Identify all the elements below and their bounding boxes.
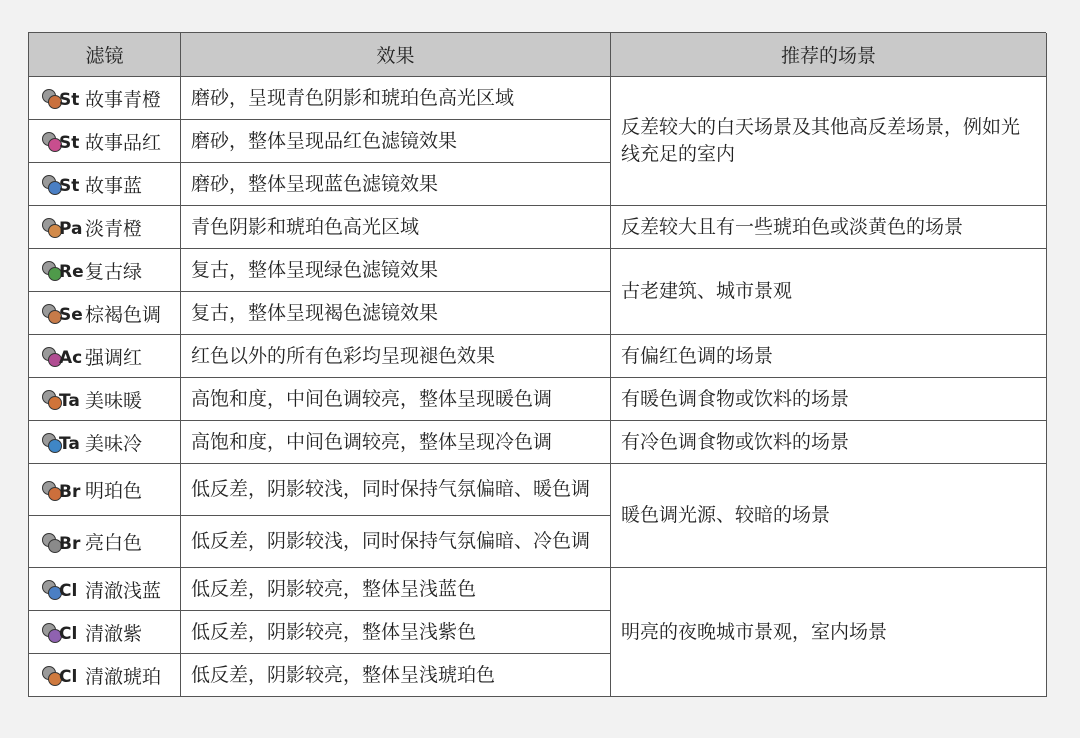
scene-cell: 有冷色调食物或饮料的场景 [611, 421, 1047, 464]
filter-name-cell [29, 292, 181, 335]
filter-name-cell [29, 335, 181, 378]
header-filter: 滤镜 [29, 33, 181, 77]
effect-cell: 磨砂，呈现青色阴影和琥珀色高光区域 [181, 77, 611, 120]
filter-abbr: Br [59, 481, 81, 502]
scene-cell: 明亮的夜晚城市景观，室内场景 [611, 568, 1047, 697]
filter-name: 棕褐色调 [85, 303, 162, 326]
filter-abbr: Cl [59, 667, 78, 687]
clear-filter-icon [41, 619, 83, 645]
filter-name: 清澈紫 [85, 622, 143, 645]
scene-cell: 古老建筑、城市景观 [611, 249, 1047, 335]
filter-abbr: Br [59, 533, 81, 554]
filter-name-cell [29, 654, 181, 697]
filter-abbr: St [59, 176, 80, 196]
tasty-filter-icon [41, 429, 83, 455]
scene-cell: 反差较大的白天场景及其他高反差场景，例如光线充足的室内 [611, 77, 1047, 206]
effect-cell: 高饱和度，中间色调较亮，整体呈现暖色调 [181, 378, 611, 421]
filter-abbr: Se [59, 305, 83, 325]
filter-table [28, 32, 1046, 697]
bright-filter-icon [41, 529, 83, 555]
filter-abbr: St [59, 133, 80, 153]
effect-cell: 磨砂，整体呈现蓝色滤镜效果 [181, 163, 611, 206]
sepia-filter-icon [41, 300, 83, 326]
scene-cell: 有偏红色调的场景 [611, 335, 1047, 378]
effect-cell: 低反差，阴影较亮，整体呈浅蓝色 [181, 568, 611, 611]
effect-cell: 红色以外的所有色彩均呈现褪色效果 [181, 335, 611, 378]
effect-cell: 低反差，阴影较浅，同时保持气氛偏暗、冷色调 [181, 516, 611, 568]
filter-name: 明珀色 [85, 480, 143, 502]
pale-filter-icon [41, 214, 83, 240]
filter-name-cell [29, 611, 181, 654]
scene-cell: 有暖色调食物或饮料的场景 [611, 378, 1047, 421]
filter-abbr: Cl [59, 624, 78, 644]
effect-cell: 低反差，阴影较浅，同时保持气氛偏暗、暖色调 [181, 464, 611, 516]
filter-name-cell [29, 464, 181, 516]
filter-name: 故事青橙 [85, 88, 162, 111]
effect-cell: 低反差，阴影较亮，整体呈浅紫色 [181, 611, 611, 654]
accent-filter-icon [41, 343, 83, 369]
tasty-filter-icon [41, 386, 83, 412]
retro-filter-icon [41, 257, 83, 283]
story-filter-icon [41, 171, 83, 197]
filter-name: 美味冷 [85, 432, 143, 455]
bright-filter-icon [41, 477, 83, 503]
filter-name: 亮白色 [85, 532, 143, 554]
filter-abbr: Pa [59, 219, 83, 239]
effect-cell: 复古，整体呈现绿色滤镜效果 [181, 249, 611, 292]
filter-name-cell [29, 206, 181, 249]
filter-name: 复古绿 [85, 260, 143, 283]
filter-name: 故事品红 [85, 131, 162, 154]
filter-abbr: Re [59, 262, 84, 282]
filter-name: 强调红 [85, 346, 143, 369]
filter-abbr: Ta [59, 391, 80, 411]
filter-name-cell [29, 249, 181, 292]
clear-filter-icon [41, 576, 83, 602]
filter-abbr: Ac [59, 348, 83, 368]
filter-name: 美味暖 [85, 389, 143, 412]
header-effect: 效果 [181, 33, 611, 77]
effect-cell: 低反差，阴影较亮，整体呈浅琥珀色 [181, 654, 611, 697]
filter-name-cell [29, 163, 181, 206]
filter-abbr: Ta [59, 434, 80, 454]
scene-cell: 暖色调光源、较暗的场景 [611, 464, 1047, 568]
filter-name-cell [29, 516, 181, 568]
clear-filter-icon [41, 662, 83, 688]
effect-cell: 青色阴影和琥珀色高光区域 [181, 206, 611, 249]
filter-name-cell [29, 77, 181, 120]
filter-abbr: Cl [59, 581, 78, 601]
filter-name-cell [29, 120, 181, 163]
filter-name-cell [29, 568, 181, 611]
effect-cell: 高饱和度，中间色调较亮，整体呈现冷色调 [181, 421, 611, 464]
filter-name-cell [29, 378, 181, 421]
story-filter-icon [41, 128, 83, 154]
effect-cell: 复古，整体呈现褐色滤镜效果 [181, 292, 611, 335]
filter-abbr: St [59, 90, 80, 110]
filter-name: 清澈浅蓝 [85, 579, 162, 602]
filter-name-cell [29, 421, 181, 464]
filter-name: 清澈琥珀 [85, 665, 162, 688]
filter-name: 故事蓝 [85, 174, 143, 197]
effect-cell: 磨砂，整体呈现品红色滤镜效果 [181, 120, 611, 163]
filter-name: 淡青橙 [85, 217, 143, 240]
header-scene: 推荐的场景 [611, 33, 1047, 77]
story-filter-icon [41, 85, 83, 111]
scene-cell: 反差较大且有一些琥珀色或淡黄色的场景 [611, 206, 1047, 249]
